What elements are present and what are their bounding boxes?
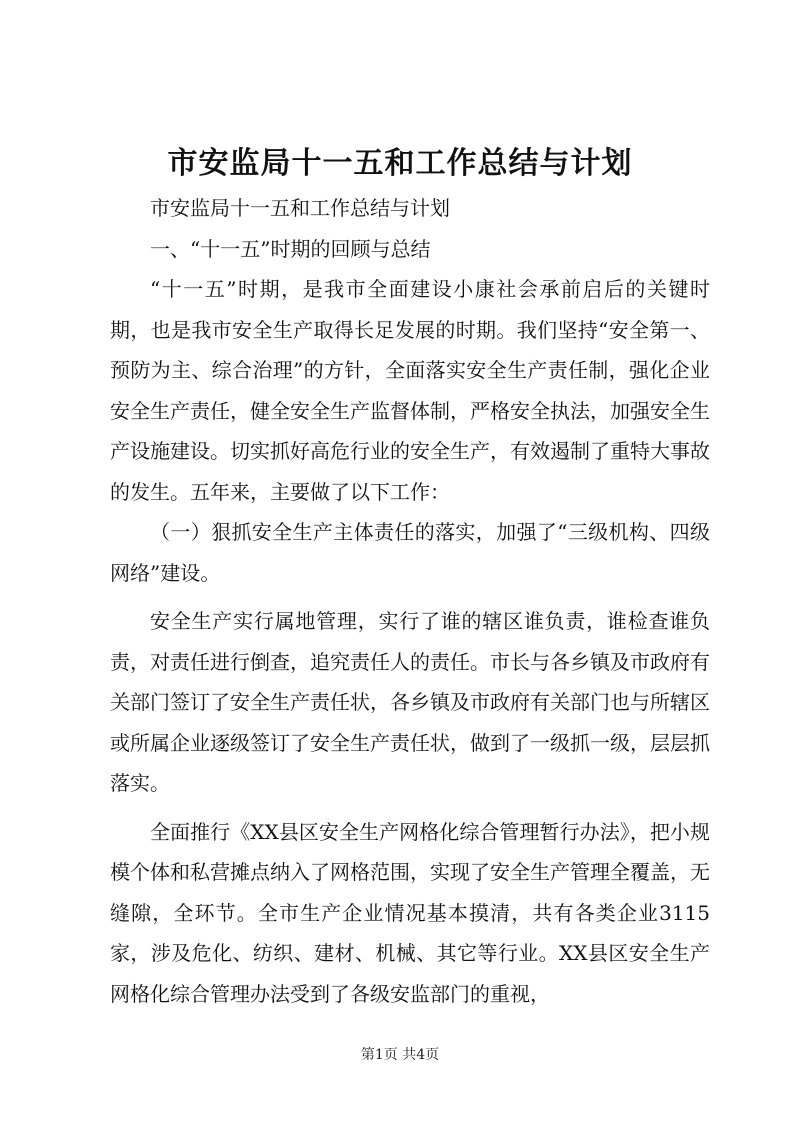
paragraph-subtitle: 市安监局十一五和工作总结与计划	[150, 196, 450, 220]
paragraph-item-one-heading: （一）狠抓安全生产主体责任的落实，加强了“三级机构、四级网络”建设。	[110, 520, 710, 585]
paragraph-overview: “十一五”时期，是我市全面建设小康社会承前启后的关键时期，也是我市安全生产取得长足发展的时期。我们坚持“安全第一、预防为主、综合治理”的方针，全面落实安全生产责任制，强化企业安全生产责任，健全安全生产监督体制，严格安全执法，加强安全生产设施建设。切实抓好高危行业的安全生产，有效遏制了重特大事故的发生。五年来，主要做了以下工作：	[110, 277, 710, 504]
paragraph-responsibility: 安全生产实行属地管理，实行了谁的辖区谁负责，谁检查谁负责，对责任进行倒查，追究责任人的责任。市长与各乡镇及市政府有关部门签订了安全生产责任状，各乡镇及市政府有关部门也与所辖区或所属企业逐级签订了安全生产责任状，做到了一级抓一级，层层抓落实。	[110, 609, 710, 795]
paragraph-grid-management: 全面推行《XX县区安全生产网格化综合管理暂行办法》，把小规模个体和私营摊点纳入了网格范围，实现了安全生产管理全覆盖，无缝隙，全环节。全市生产企业情况基本摸清，共有各类企业3115家，涉及危化、纺织、建材、机械、其它等行业。XX县区安全生产网格化综合管理办法受到了各级安监部门的重视，	[110, 819, 710, 1006]
paragraph-section-heading: 一、“十一五”时期的回顾与总结	[150, 236, 431, 261]
document-title: 市安监局十一五和工作总结与计划	[167, 146, 633, 181]
document-body	[110, 188, 710, 1014]
page-footer: 第1页 共4页	[360, 1047, 440, 1063]
